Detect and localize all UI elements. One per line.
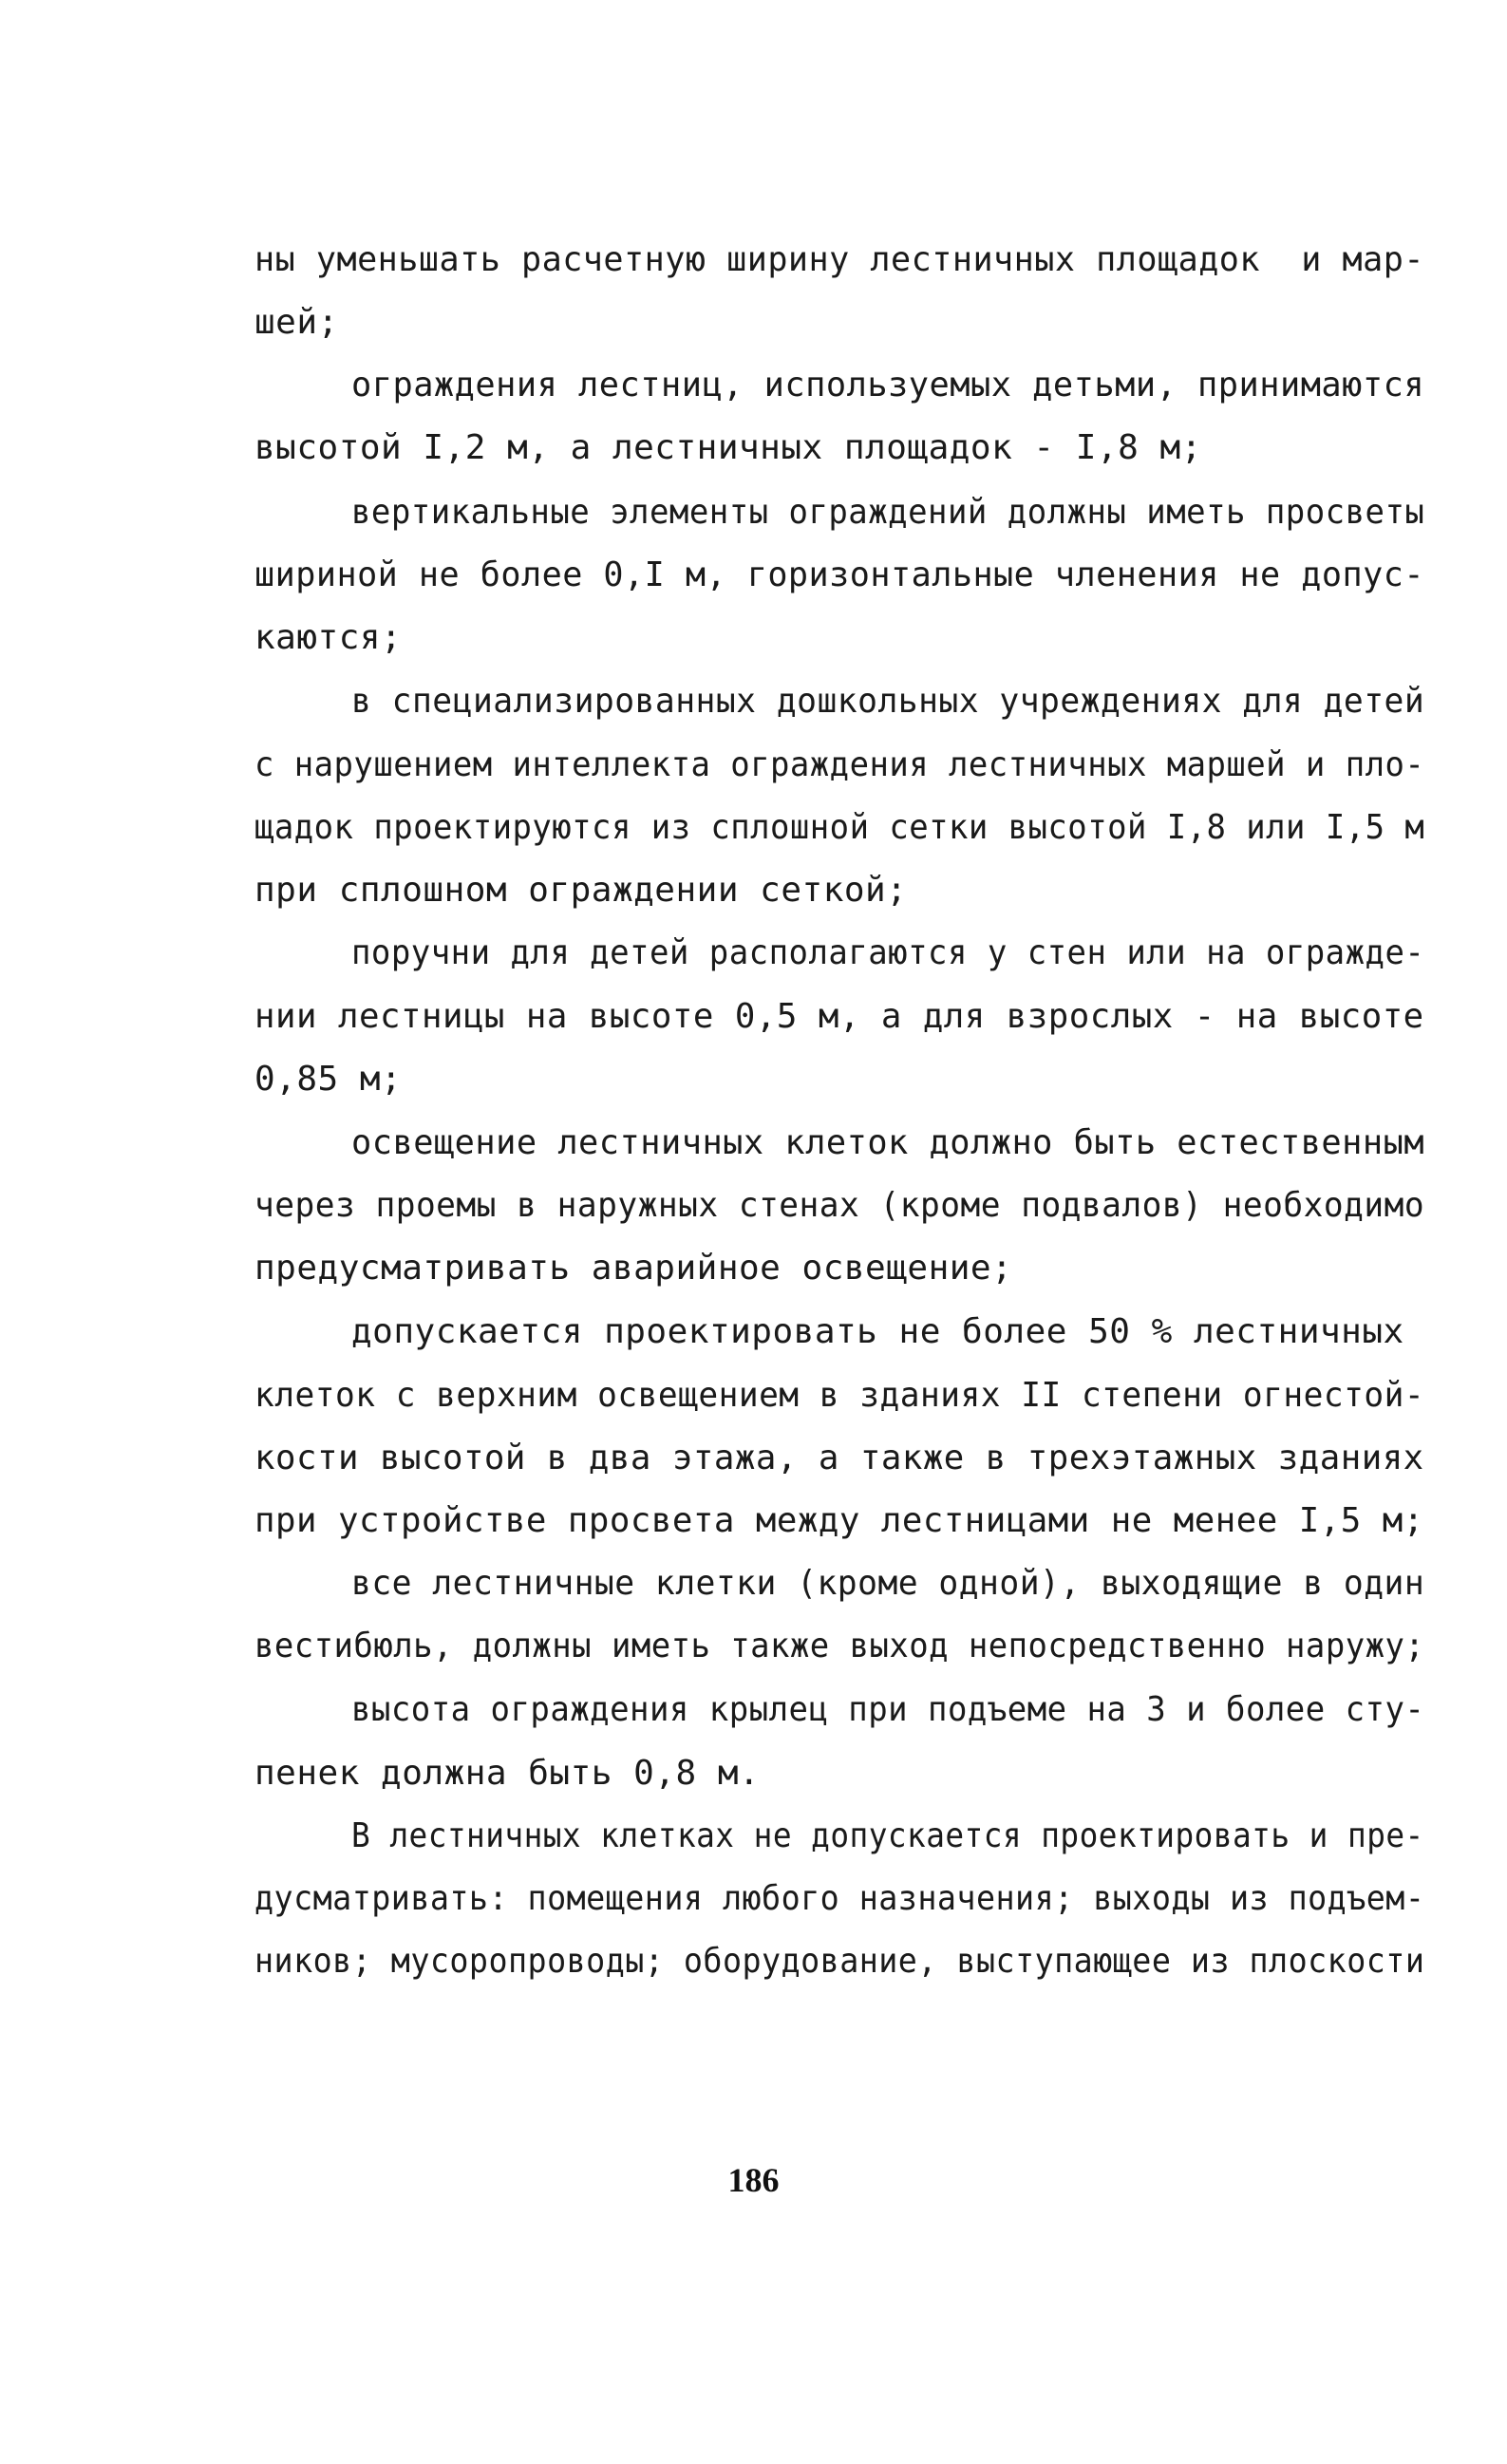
text-line: поручни для детей располагаются у стен или на огражде- — [351, 933, 1425, 972]
text-line: предусматривать аварийное освещение; — [254, 1249, 1013, 1288]
text-line: В лестничных клетках не допускается проектировать и пре- — [351, 1816, 1424, 1855]
text-line: освещение лестничных клеток должно быть естественным — [351, 1123, 1425, 1162]
text-line: с нарушением интеллекта ограждения лестничных маршей и пло- — [254, 745, 1425, 784]
page-number: 186 — [727, 2161, 780, 2199]
text-line: нии лестницы на высоте 0,5 м, а для взрослых - на высоте — [254, 997, 1424, 1036]
text-line: каются; — [254, 618, 403, 657]
text-line: вестибюль, должны иметь также выход непосредственно наружу; — [254, 1627, 1425, 1665]
text-line: в специализированных дошкольных учреждениях для детей — [351, 682, 1425, 721]
text-line: шей; — [254, 303, 339, 342]
text-line: вертикальные элементы ограждений должны иметь просветы — [351, 493, 1425, 532]
text-line: ограждения лестниц, используемых детьми, принимаются — [351, 366, 1425, 404]
text-line: 0,85 м; — [254, 1060, 403, 1099]
text-line: клеток с верхним освещением в зданиях II степени огнестой- — [254, 1376, 1425, 1415]
text-line: ны уменьшать расчетную ширину лестничных площадок и мар- — [254, 240, 1424, 279]
text-line: высотой I,2 м, а лестничных площадок - I,8 м; — [254, 428, 1202, 467]
text-line: все лестничные клетки (кроме одной), выходящие в один — [351, 1564, 1425, 1603]
text-line: высота ограждения крылец при подъеме на 3 и более сту- — [351, 1690, 1425, 1729]
text-line: кости высотой в два этажа, а также в трехэтажных зданиях — [254, 1439, 1424, 1477]
text-line: пенек должна быть 0,8 м. — [254, 1754, 761, 1793]
text-line: ников; мусоропроводы; оборудование, выступающее из плоскости — [254, 1942, 1425, 1981]
text-line: шириной не более 0,I м, горизонтальные членения не допус- — [254, 555, 1424, 594]
text-line: щадок проектируются из сплошной сетки высотой I,8 или I,5 м — [254, 808, 1425, 847]
text-line: через проемы в наружных стенах (кроме подвалов) необходимо — [254, 1186, 1425, 1225]
text-line: при сплошном ограждении сеткой; — [254, 871, 908, 910]
text-line: допускается проектировать не более 50 % лестничных — [351, 1312, 1404, 1351]
text-line: дусматривать: помещения любого назначения; выходы из подъем- — [254, 1879, 1425, 1918]
text-line: при устройстве просвета между лестницами не менее I,5 м; — [254, 1501, 1424, 1540]
